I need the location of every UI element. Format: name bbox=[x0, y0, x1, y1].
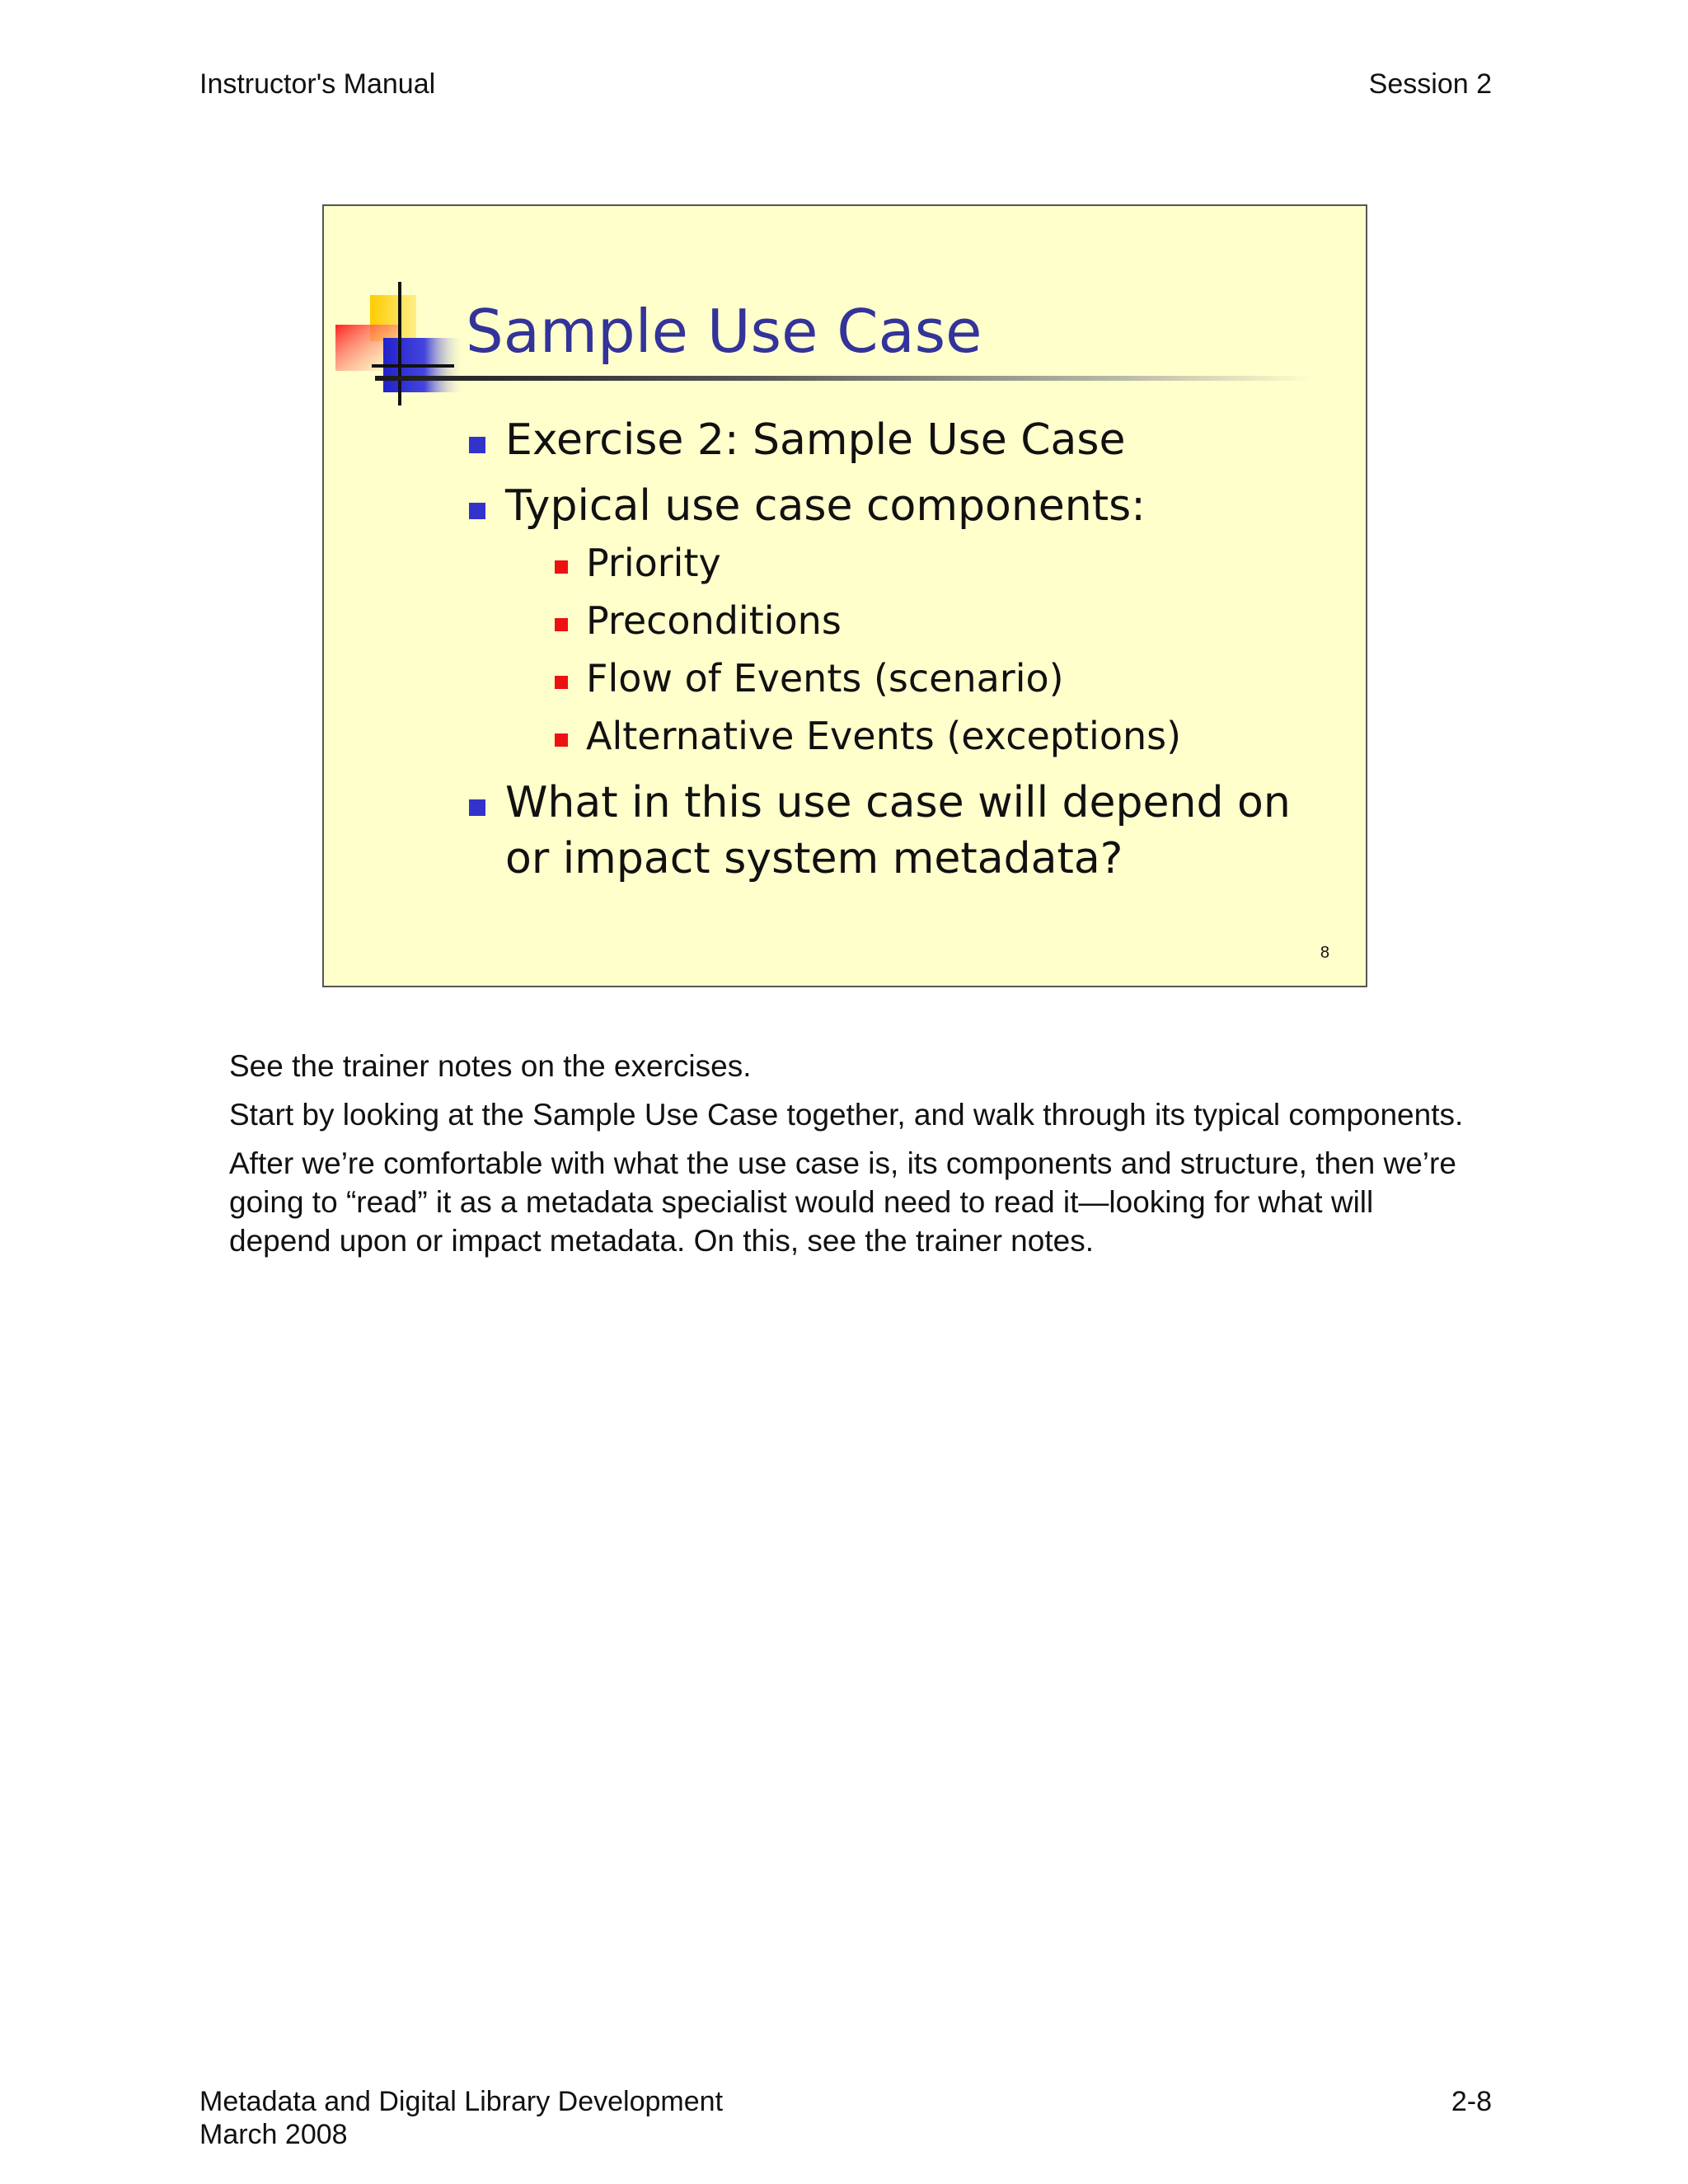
square-bullet-icon bbox=[555, 733, 568, 747]
footer-date: March 2008 bbox=[199, 2119, 348, 2150]
note-paragraph: After we’re comfortable with what the use case is, its components and structure, then we’re going to “read” it as a metadata specialist would need to read it—looking for what will depend upon or impact metadata. On this, see the trainer notes. bbox=[229, 1146, 1456, 1258]
bullet-item bbox=[469, 412, 1343, 468]
header-session: Session 2 bbox=[1368, 68, 1492, 100]
bullet-item bbox=[469, 478, 1343, 765]
sub-bullet-item bbox=[505, 649, 1343, 707]
slide-logo-icon bbox=[335, 282, 476, 414]
square-bullet-icon bbox=[555, 560, 568, 574]
slide-number: 8 bbox=[1320, 944, 1329, 962]
note-paragraph: See the trainer notes on the exercises. bbox=[229, 1049, 752, 1083]
square-bullet-icon bbox=[469, 799, 485, 816]
sub-bullet-text: Priority bbox=[586, 541, 721, 585]
note-paragraph: Start by looking at the Sample Use Case together, and walk through its typical components. bbox=[229, 1098, 1464, 1132]
square-bullet-icon bbox=[555, 676, 568, 689]
footer-page-number: 2-8 bbox=[1451, 2086, 1492, 2117]
square-bullet-icon bbox=[555, 618, 568, 631]
slide-title: Sample Use Case bbox=[466, 297, 982, 366]
bullet-item bbox=[469, 775, 1343, 887]
square-bullet-icon bbox=[469, 503, 485, 519]
title-rule bbox=[375, 376, 1315, 381]
trainer-notes bbox=[229, 1047, 1465, 1270]
bullet-text: Exercise 2: Sample Use Case bbox=[505, 415, 1126, 465]
sub-bullet-item bbox=[505, 534, 1343, 592]
sub-bullet-item bbox=[505, 707, 1343, 765]
slide bbox=[322, 204, 1367, 987]
bullet-text: Typical use case components: bbox=[505, 481, 1146, 531]
footer-course-info bbox=[199, 2085, 723, 2151]
sub-bullet-text: Preconditions bbox=[586, 598, 842, 643]
sub-bullet-item bbox=[505, 592, 1343, 649]
sub-bullet-text: Alternative Events (exceptions) bbox=[586, 714, 1182, 758]
footer-course-title: Metadata and Digital Library Development bbox=[199, 2086, 724, 2117]
sub-bullet-list bbox=[505, 534, 1343, 765]
square-bullet-icon bbox=[469, 437, 485, 453]
bullet-text: What in this use case will depend on or impact system metadata? bbox=[505, 778, 1291, 883]
slide-bullet-list bbox=[469, 412, 1343, 897]
header-manual-title: Instructor's Manual bbox=[199, 68, 436, 100]
sub-bullet-text: Flow of Events (scenario) bbox=[586, 656, 1064, 701]
